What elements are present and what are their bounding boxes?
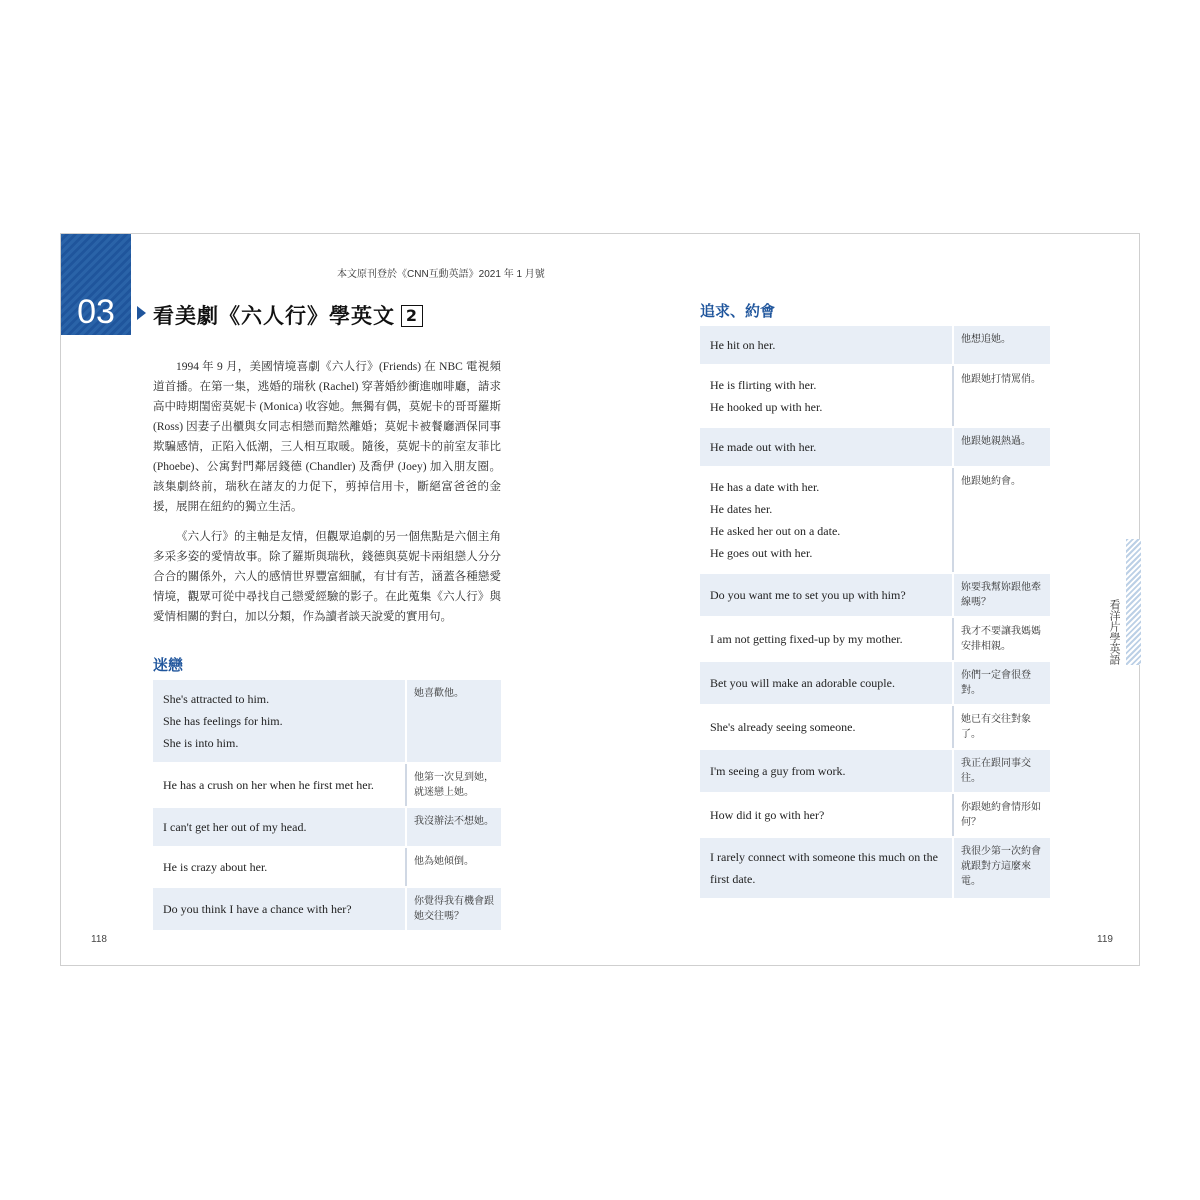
page-number-right: 119: [1097, 934, 1113, 945]
english-phrase: I am not getting fixed-up by my mother.: [710, 632, 903, 646]
english-phrase: He has a crush on her when he first met her.: [163, 778, 374, 792]
chinese-translation: 你們一定會很登對。: [952, 662, 1050, 704]
english-phrase: I rarely connect with someone this much on the first date.: [710, 850, 938, 886]
chinese-translation: 我很少第一次約會就跟對方這麼來電。: [952, 838, 1050, 898]
table-row: [700, 618, 1050, 660]
english-phrase: She's attracted to him.: [163, 692, 270, 706]
chinese-translation: 我正在跟同事交往。: [952, 750, 1050, 792]
english-phrase: I'm seeing a guy from work.: [710, 764, 846, 778]
english-phrase: She is into him.: [163, 736, 239, 750]
chinese-translation: 他第一次見到她，就迷戀上她。: [405, 764, 501, 806]
table-row: [700, 468, 1050, 572]
table-row: [700, 750, 1050, 792]
english-phrase: She has feelings for him.: [163, 714, 283, 728]
english-phrase: He has a date with her.: [710, 480, 820, 494]
section-title-dating: 追求、約會: [700, 302, 776, 320]
english-cell: [700, 706, 952, 748]
english-cell: [153, 764, 405, 806]
page-title: [153, 300, 423, 330]
chinese-translation: 她喜歡他。: [405, 680, 501, 762]
chinese-translation: 他跟她親熱過。: [952, 428, 1050, 466]
english-phrase: He hooked up with her.: [710, 400, 823, 414]
table-row: [700, 574, 1050, 616]
english-phrase: Do you think I have a chance with her?: [163, 902, 352, 916]
chinese-translation: 他跟她約會。: [952, 468, 1050, 572]
page-number-left: 118: [91, 934, 107, 945]
english-cell: [153, 848, 405, 886]
english-cell: [700, 366, 952, 426]
english-phrase: He asked her out on a date.: [710, 524, 841, 538]
english-cell: [700, 838, 952, 898]
english-cell: [153, 888, 405, 930]
chinese-translation: 你覺得我有機會跟她交往嗎？: [405, 888, 501, 930]
table-row: [153, 808, 501, 846]
title-text: 看美劇《六人行》學英文: [153, 304, 395, 328]
english-cell: [700, 618, 952, 660]
english-phrase: He is flirting with her.: [710, 378, 817, 392]
chinese-translation: 她已有交往對象了。: [952, 706, 1050, 748]
english-phrase: He is crazy about her.: [163, 860, 268, 874]
title-part-box: 2: [401, 305, 423, 327]
table-row: [700, 326, 1050, 364]
english-phrase: He dates her.: [710, 502, 773, 516]
table-row: [700, 662, 1050, 704]
chapter-number: 03: [77, 293, 115, 331]
english-cell: [700, 326, 952, 364]
table-row: [700, 838, 1050, 898]
english-phrase: How did it go with her?: [710, 808, 825, 822]
table-row: [700, 794, 1050, 836]
intro-paragraph-1: 1994 年 9 月，美國情境喜劇《六人行》(Friends) 在 NBC 電視頻道首播。在第一集，逃婚的瑞秋 (Rachel) 穿著婚紗衝進咖啡廳，請求高中時期閨密莫妮卡 (Monica) 收容她。無獨有偶，莫妮卡的哥哥羅斯 (Ross) 因妻子出櫃與女同志相戀而黯然離婚；莫妮卡被餐廳酒保同事欺騙感情，正陷入低潮，三人相互取暖。隨後，莫妮卡的前室友菲比 (Phoebe)、公寓對門鄰居錢德 (Chandler) 及喬伊 (Joey) 加入朋友圈。該集劇終前，瑞秋在諸友的力促下，剪掉信用卡，斷絕富爸爸的金援，展開在紐約的獨立生活。: [153, 361, 501, 513]
chinese-translation: 他為她傾倒。: [405, 848, 501, 886]
chapter-badge: [61, 234, 131, 335]
section-title-crush: 迷戀: [153, 656, 184, 674]
chinese-translation: 我才不要讓我媽媽安排相親。: [952, 618, 1050, 660]
side-tab-stripe: [1126, 539, 1141, 665]
table-row: [153, 848, 501, 886]
chinese-translation: 我沒辦法不想她。: [405, 808, 501, 846]
english-cell: [700, 574, 952, 616]
table-row: [700, 706, 1050, 748]
source-note: 本文原刊登於《CNN互動英語》2021 年 1 月號: [337, 269, 545, 280]
chinese-translation: 他想追她。: [952, 326, 1050, 364]
phrase-table-dating: [700, 326, 1050, 900]
english-cell: [153, 808, 405, 846]
english-phrase: He goes out with her.: [710, 546, 813, 560]
right-page: [601, 234, 1141, 965]
book-spread: [60, 233, 1140, 966]
table-row: [700, 366, 1050, 426]
english-phrase: Do you want me to set you up with him?: [710, 588, 906, 602]
english-phrase: He hit on her.: [710, 338, 776, 352]
english-cell: [153, 680, 405, 762]
english-phrase: She's already seeing someone.: [710, 720, 856, 734]
chinese-translation: 妳要我幫妳跟他牽線嗎？: [952, 574, 1050, 616]
chinese-translation: 你跟她約會情形如何？: [952, 794, 1050, 836]
table-row: [153, 888, 501, 930]
english-cell: [700, 794, 952, 836]
english-cell: [700, 428, 952, 466]
english-phrase: I can't get her out of my head.: [163, 820, 307, 834]
english-cell: [700, 468, 952, 572]
english-cell: [700, 750, 952, 792]
english-phrase: He made out with her.: [710, 440, 817, 454]
left-page: [61, 234, 601, 965]
english-cell: [700, 662, 952, 704]
english-phrase: Bet you will make an adorable couple.: [710, 676, 895, 690]
phrase-table-crush: [153, 680, 501, 932]
table-row: [153, 680, 501, 762]
intro-paragraph-2: 《六人行》的主軸是友情，但觀眾追劇的另一個焦點是六個主角多采多姿的愛情故事。除了羅斯與瑞秋，錢德與莫妮卡兩組戀人分分合合的關係外，六人的感情世界豐富細膩，有甘有苦，涵蓋各種戀愛情境，觀眾可從中尋找自己戀愛經驗的影子。在此蒐集《六人行》與愛情相關的對白，加以分類，作為讀者談天說愛的實用句。: [153, 531, 501, 623]
chapter-arrow-icon: [137, 306, 146, 320]
table-row: [153, 764, 501, 806]
table-row: [700, 428, 1050, 466]
chinese-translation: 他跟她打情罵俏。: [952, 366, 1050, 426]
side-tab-label: 看洋片學英語: [1108, 599, 1121, 665]
